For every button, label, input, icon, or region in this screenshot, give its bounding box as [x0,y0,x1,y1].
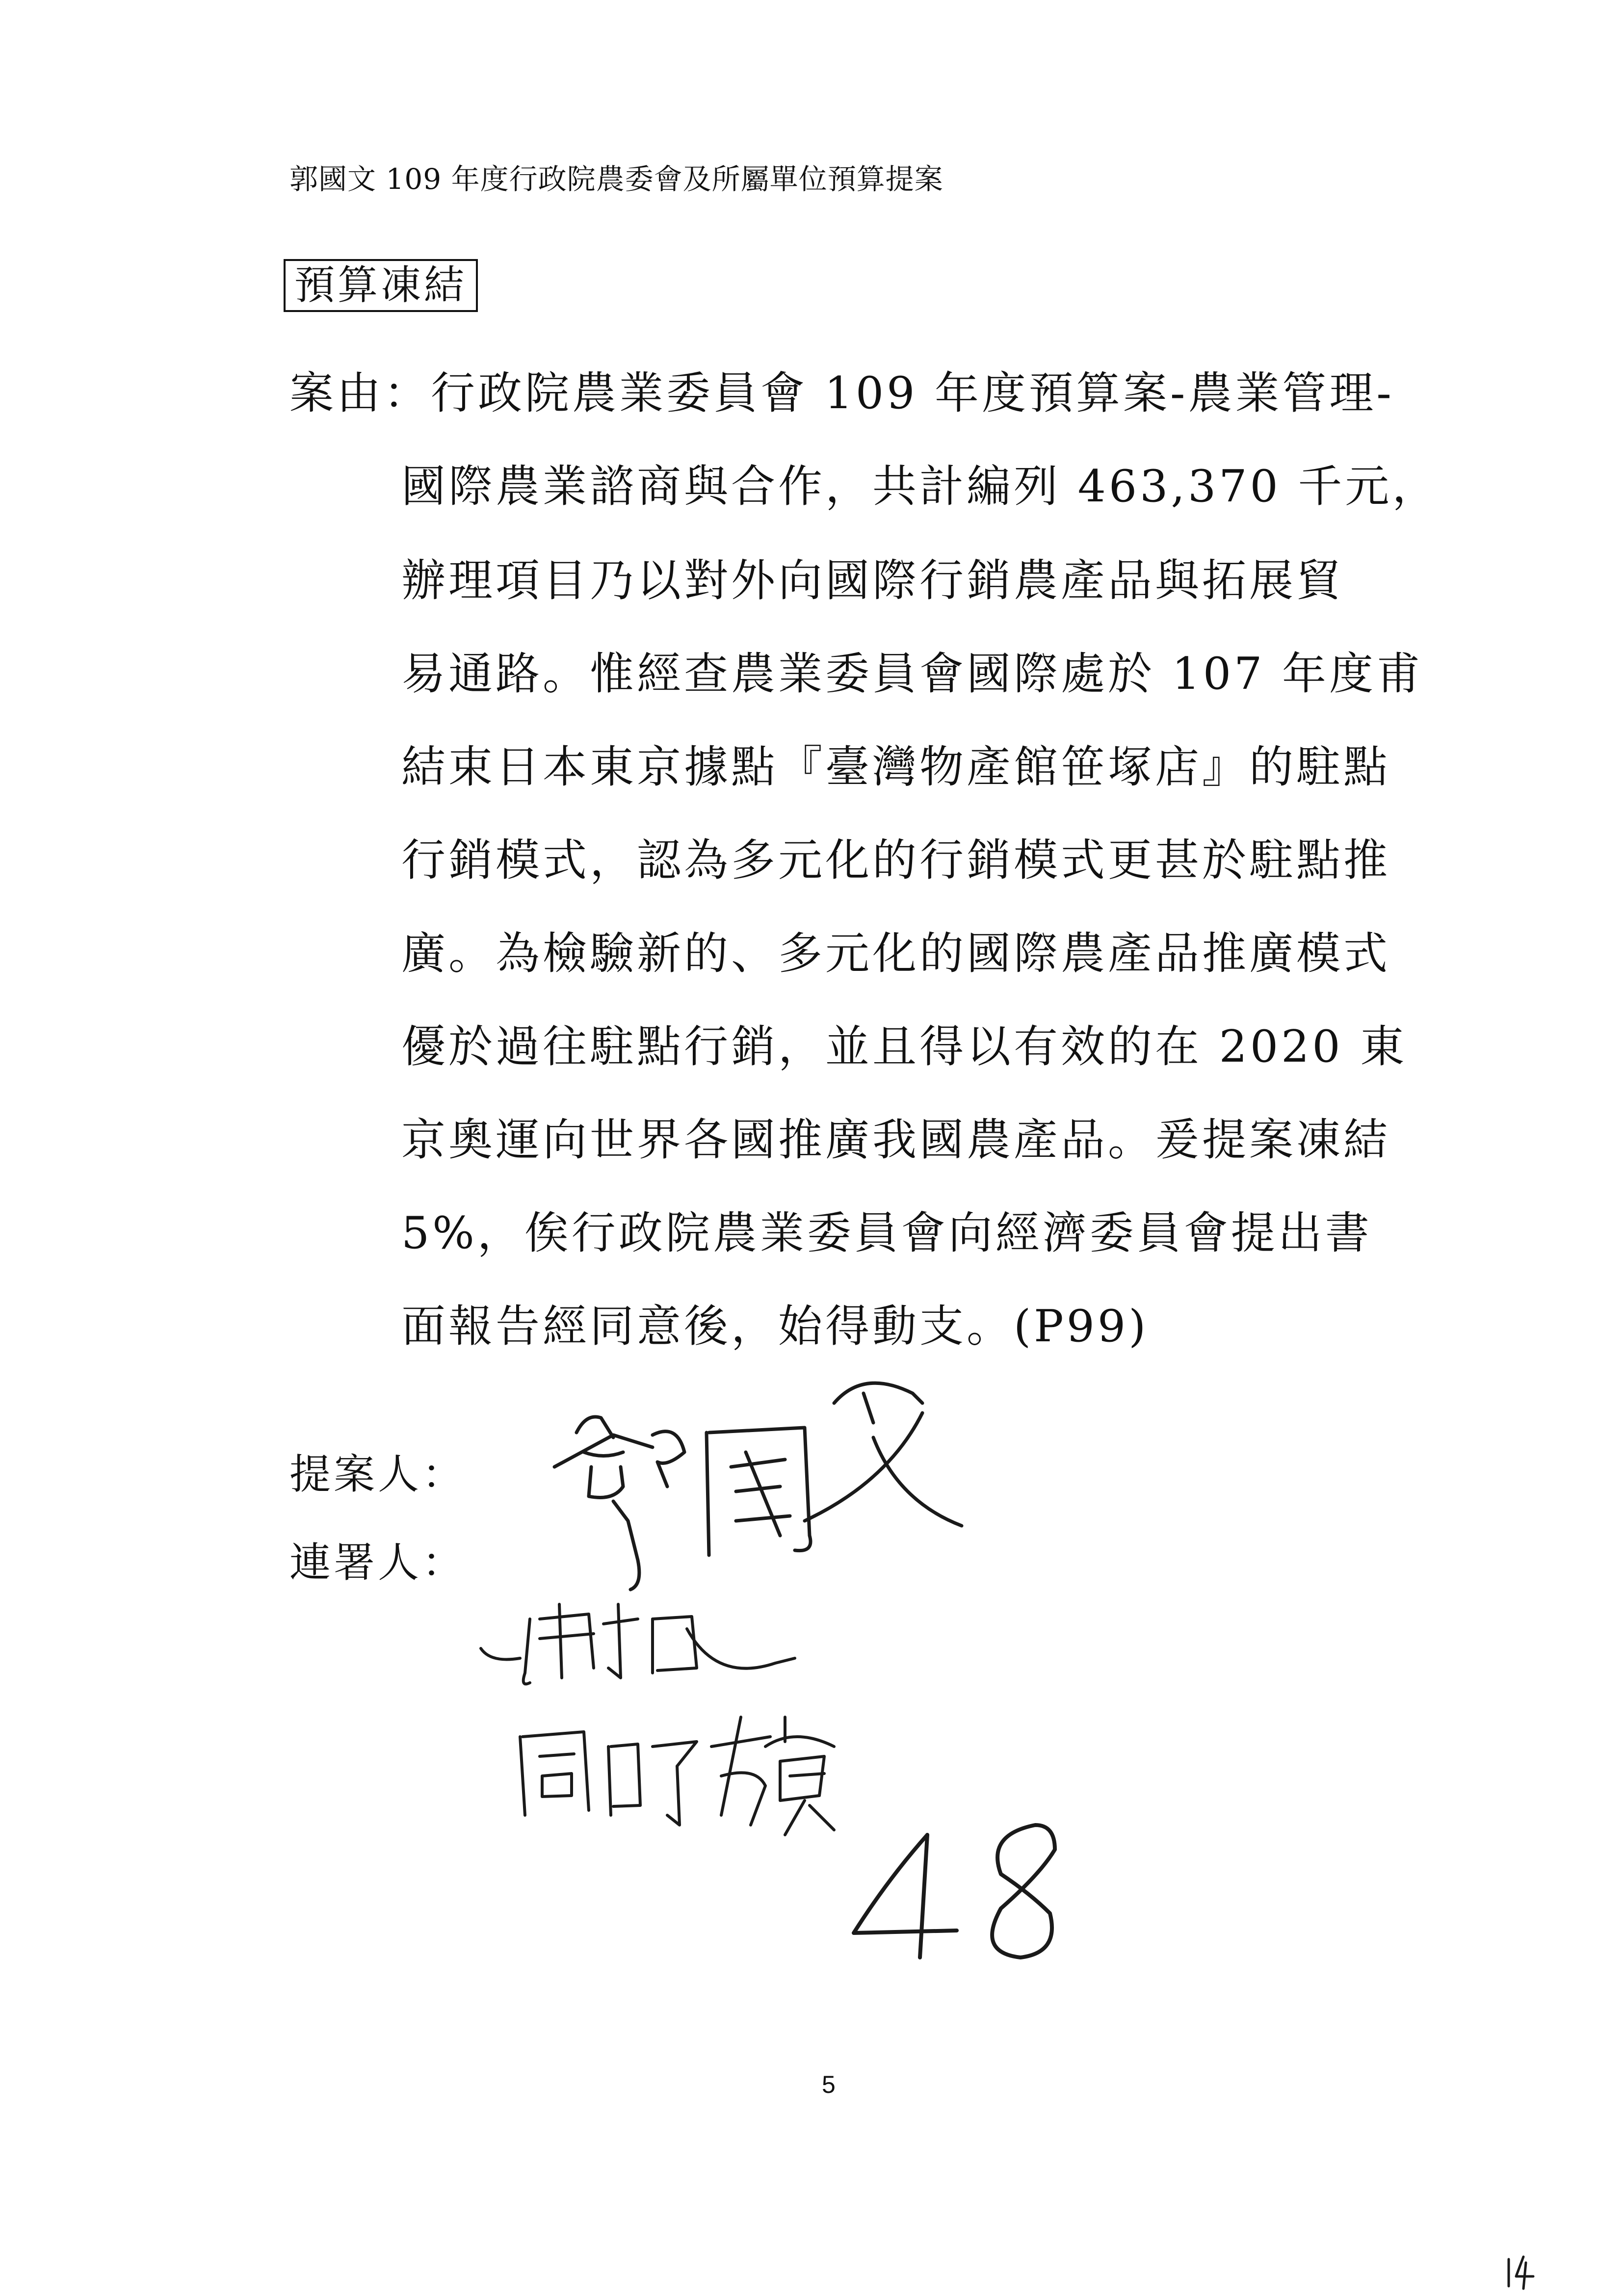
cosigner-signature-1 [481,1604,795,1684]
case-line-5: 結束日本東京據點『臺灣物產館笹塚店』的駐點 [401,741,1390,793]
case-label: 案由： [289,367,431,419]
case-line-4: 易通路。惟經查農業委員會國際處於 107 年度甫 [401,648,1423,700]
case-line-10: 5%，俟行政院農業委員會向經濟委員會提出書 [401,1207,1372,1259]
case-line-1: 行政院農業委員會 109 年度預算案-農業管理- [431,367,1394,419]
page-header: 郭國文 109 年度行政院農委會及所屬單位預算提案 [289,162,943,196]
case-line-11: 面報告經同意後，始得動支。(P99) [401,1301,1149,1352]
case-line-6: 行銷模式，認為多元化的行銷模式更甚於駐點推 [401,835,1390,886]
case-line-3: 辦理項目乃以對外向國際行銷農產品與拓展貿 [401,555,1343,606]
proposer-signature [554,1383,962,1590]
case-line-2: 國際農業諮商與合作，共計編列 463,370 千元， [401,461,1440,512]
page-number: 5 [822,2071,836,2098]
cosigner-label: 連署人： [289,1539,467,1587]
handwritten-number [854,1825,1055,1957]
proposer-label: 提案人： [289,1450,467,1498]
proposal-type-box: 預算凍結 [284,259,478,312]
case-line-8: 優於過往駐點行銷，並且得以有效的在 2020 東 [401,1021,1408,1072]
cosigner-signature-2 [520,1717,834,1835]
case-line-9: 京奧運向世界各國推廣我國農產品。爰提案凍結 [401,1114,1390,1166]
case-line-7: 廣。為檢驗新的、多元化的國際農產品推廣模式 [401,928,1390,979]
corner-mark [1509,2257,1533,2289]
